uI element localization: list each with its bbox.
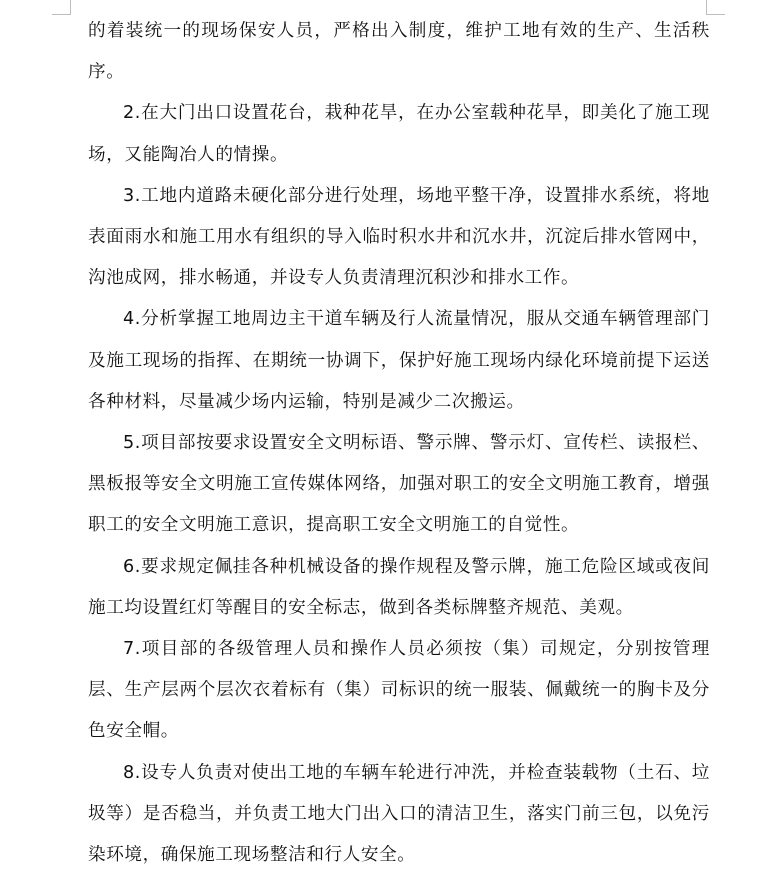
paragraph-item-3: 3.工地内道路未硬化部分进行处理，场地平整干净，设置排水系统，将地表面雨水和施工用水有组织的导入临时积水井和沉水井，沉淀后排水管网中，沟池成网，排水畅通，并设专人负责清理沉积沙和排水工作。 [88, 185, 710, 289]
paragraph-item-8: 8.设专人负责对使出工地的车辆车轮进行冲洗，并检查装载物（土石、垃圾等）是否稳当，并负责工地大门出入口的清洁卫生，落实门前三包，以免污染环境，确保施工现场整洁和行人安全。 [88, 762, 710, 866]
paragraph-item-6: 6.要求规定佩挂各种机械设备的操作规程及警示牌，施工危险区域或夜间施工均设置红灯等醒目的安全标志，做到各类标牌整齐规范、美观。 [88, 556, 710, 618]
paragraph-item-7: 7.项目部的各级管理人员和操作人员必须按（集）司规定，分别按管理层、生产层两个层次衣着标有（集）司标识的统一服装、佩戴统一的胸卡及分色安全帽。 [88, 639, 710, 742]
top-left-corner-mark [52, 0, 71, 15]
document-body [88, 11, 710, 876]
paragraph-item-5: 5.项目部按要求设置安全文明标语、警示牌、警示灯、宣传栏、读报栏、黑板报等安全文明施工宣传媒体网络，加强对职工的安全文明施工教育，增强职工的安全文明施工意识，提高职工安全文明施工的自觉性。 [88, 433, 710, 536]
paragraph-item-2: 2.在大门出口设置花台，栽种花旱，在办公室载种花旱，即美化了施工现场，又能陶冶人的情操。 [88, 103, 710, 165]
paragraph-continued: 的着装统一的现场保安人员，严格出入制度，维护工地有效的生产、生活秩序。 [88, 21, 710, 83]
paragraph-item-4: 4.分析掌握工地周边主干道车辆及行人流量情况，服从交通车辆管理部门及施工现场的指挥、在期统一协调下，保护好施工现场内绿化环境前提下运送各种材料，尽量减少场内运输，特别是减少二次搬运。 [88, 309, 710, 412]
